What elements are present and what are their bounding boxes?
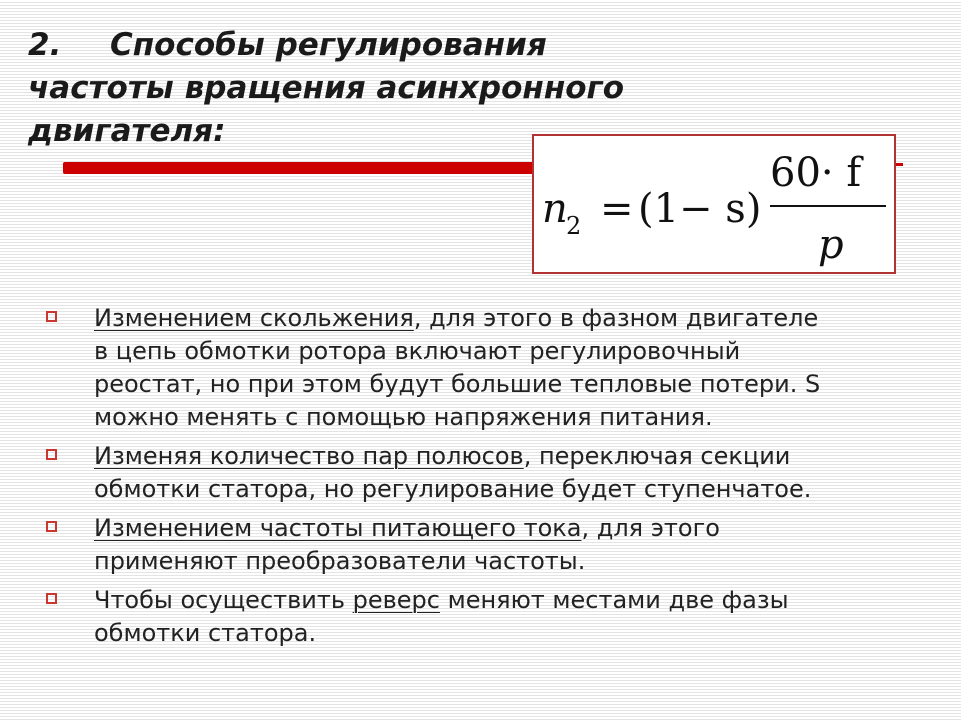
bullet-underlined-term: Изменением частоты питающего тока: [94, 514, 582, 542]
bullet-item-reverse: [44, 584, 934, 650]
formula-denominator: p: [818, 222, 844, 268]
bullet-text: , для этого: [581, 514, 720, 542]
bullet-underlined-term: Изменением скольжения: [94, 304, 414, 332]
bullet-text: в цепь обмотки ротора включают регулировочный: [94, 337, 741, 365]
formula-svg: [534, 136, 894, 272]
square-bullet-icon: [46, 449, 57, 460]
bullet-text: можно менять с помощью напряжения питания.: [94, 403, 713, 431]
bullet-list: [44, 302, 934, 656]
bullet-item-frequency: [44, 512, 934, 578]
formula-lhs-subscript: 2: [566, 212, 582, 240]
bullet-text: реостат, но при этом будут большие тепловые потери. S: [94, 370, 821, 398]
square-bullet-icon: [46, 593, 57, 604]
title-underline-bar: [63, 162, 538, 174]
bullet-text: , для этого в фазном двигателе: [413, 304, 819, 332]
bullet-text: Чтобы осуществить: [94, 586, 353, 614]
formula-factor: (1− s): [638, 186, 762, 232]
formula-equals: =: [600, 186, 634, 232]
title-line-2: частоты вращения асинхронного: [28, 70, 625, 106]
formula-lhs: n: [542, 186, 568, 232]
title-number: 2.: [28, 27, 62, 63]
title-line-3: двигателя:: [28, 113, 226, 149]
bullet-text: применяют преобразователи частоты.: [94, 547, 586, 575]
bullet-text: меняют местами две фазы: [439, 586, 789, 614]
bullet-item-poles: [44, 440, 934, 506]
bullet-item-slip: [44, 302, 934, 434]
bullet-underlined-term: Изменяя количество пар полюсов: [94, 442, 524, 470]
square-bullet-icon: [46, 521, 57, 532]
formula-numerator: 60· f: [770, 150, 862, 196]
square-bullet-icon: [46, 311, 57, 322]
formula-box: [532, 134, 896, 274]
bullet-text: , переключая секции: [523, 442, 791, 470]
bullet-text: обмотки статора, но регулирование будет ступенчатое.: [94, 475, 812, 503]
bullet-underlined-term: реверс: [352, 586, 440, 614]
title-line-1: Способы регулирования: [110, 27, 547, 63]
bullet-text: обмотки статора.: [94, 619, 317, 647]
